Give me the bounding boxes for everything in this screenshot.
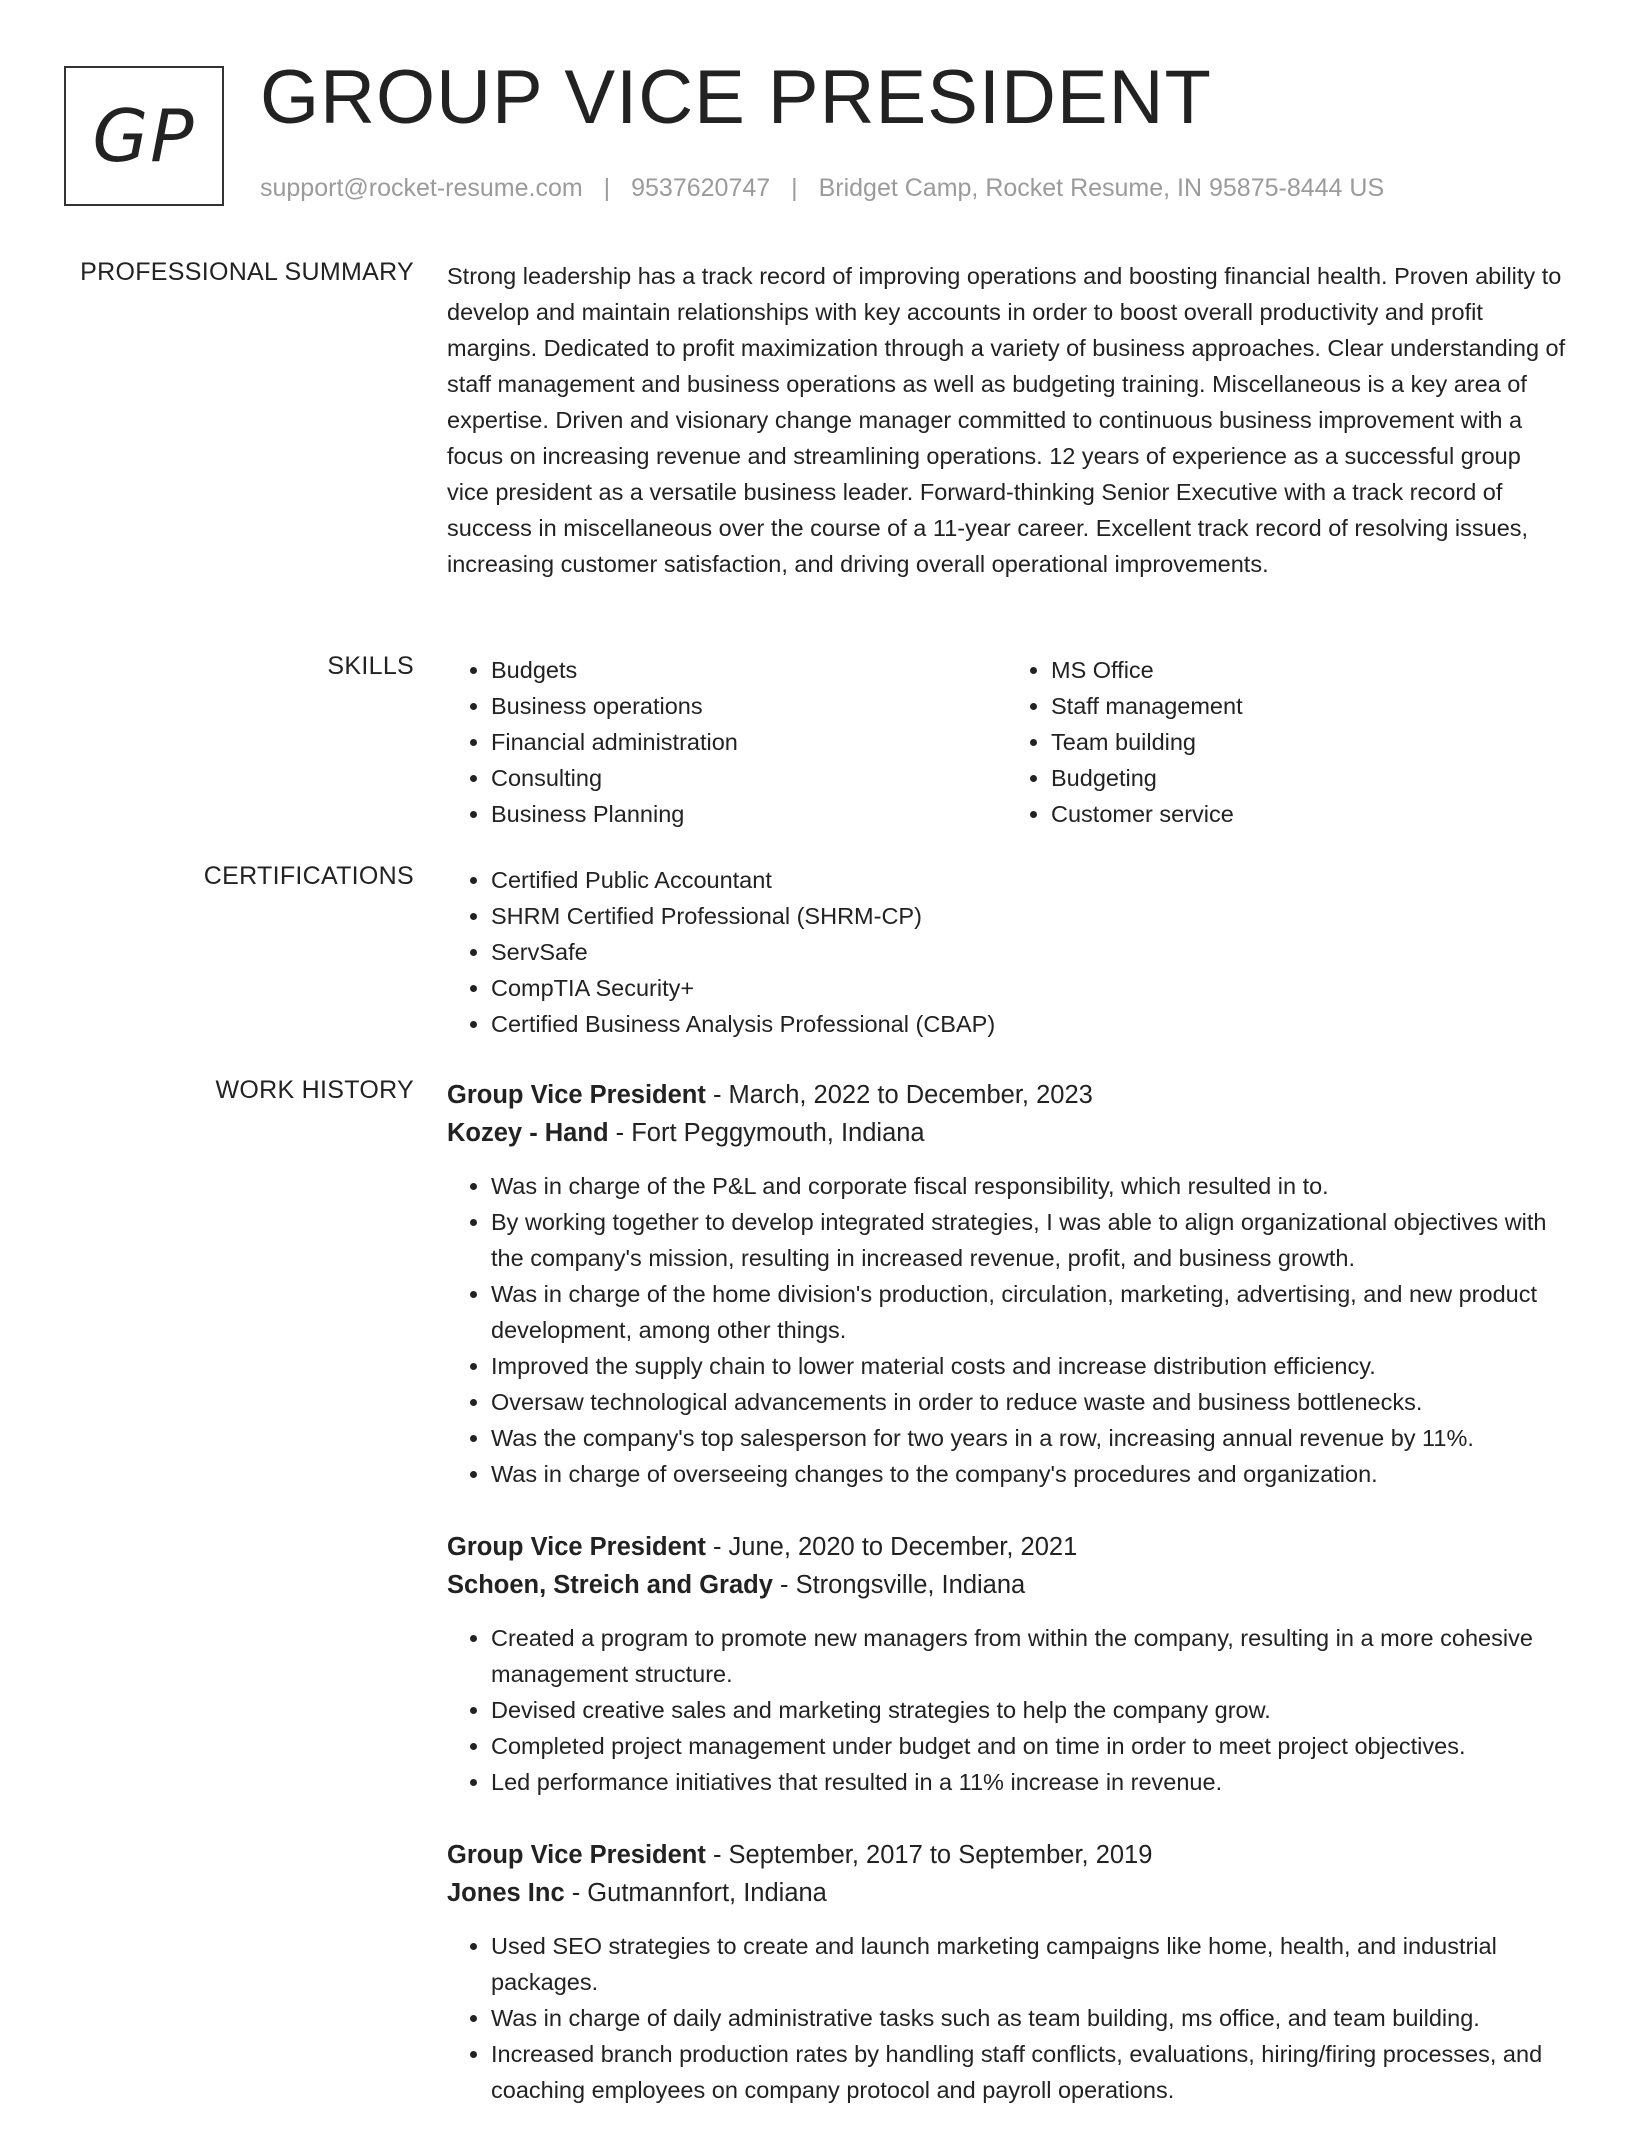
monogram-initials: GP: [92, 94, 196, 178]
job-title-line: [447, 1836, 1567, 1874]
summary-body: [447, 258, 1567, 582]
job-title-line: [447, 1076, 1567, 1114]
job-company-line: [447, 1114, 1567, 1152]
skill-item: • Staff management: [1051, 688, 1567, 724]
certification-item: • CompTIA Security+: [491, 970, 1567, 1006]
job-bullet: • Was in charge of daily administrative tasks such as team building, ms office, and team building.: [491, 2000, 1567, 2036]
job-bullet: • Completed project management under budget and on time in order to meet project objectives.: [491, 1728, 1567, 1764]
job-title: Group Vice President: [447, 1533, 706, 1561]
skill-item: • Customer service: [1051, 796, 1567, 832]
skill-item: • Budgets: [491, 652, 1007, 688]
skills-columns: [447, 652, 1567, 832]
job-bullet: • By working together to develop integrated strategies, I was able to align organizational objectives with the company's mission, resulting in increased revenue, profit, and business growth.: [491, 1204, 1567, 1276]
job-title-line: [447, 1528, 1567, 1566]
skills-heading: SKILLS: [327, 652, 414, 680]
job-entry: [447, 1836, 1567, 2108]
job-entry: [447, 1076, 1567, 1492]
contact-separator: |: [791, 174, 798, 202]
certifications-body: [447, 862, 1567, 1042]
certification-item: • SHRM Certified Professional (SHRM-CP): [491, 898, 1567, 934]
skill-item: • Team building: [1051, 724, 1567, 760]
job-company: Kozey - Hand: [447, 1119, 609, 1147]
job-company-line: [447, 1566, 1567, 1604]
job-location: - Strongsville, Indiana: [772, 1571, 1026, 1599]
contact-line: [260, 174, 1384, 203]
skill-item: • Financial administration: [491, 724, 1007, 760]
skill-item: • Business operations: [491, 688, 1007, 724]
job-bullet: • Increased branch production rates by handling staff conflicts, evaluations, hiring/firing processes, and coaching employees on company protocol and payroll operations.: [491, 2036, 1567, 2108]
job-bullet: • Devised creative sales and marketing strategies to help the company grow.: [491, 1692, 1567, 1728]
contact-email: support@rocket-resume.com: [260, 174, 583, 202]
job-bullet: • Was in charge of the home division's production, circulation, marketing, advertising, and new product development, among other things.: [491, 1276, 1567, 1348]
certifications-heading: CERTIFICATIONS: [203, 862, 414, 890]
skill-item: • Consulting: [491, 760, 1007, 796]
certification-item: • Certified Public Accountant: [491, 862, 1567, 898]
skills-column-2: [1007, 652, 1567, 832]
job-entry: [447, 1528, 1567, 1800]
job-bullet: • Was the company's top salesperson for two years in a row, increasing annual revenue by 11%.: [491, 1420, 1567, 1456]
job-bullet-list: [447, 1620, 1567, 1800]
work-history-heading: WORK HISTORY: [215, 1076, 414, 1104]
skill-item: • Business Planning: [491, 796, 1007, 832]
job-bullet: • Was in charge of overseeing changes to the company's procedures and organization.: [491, 1456, 1567, 1492]
summary-text: Strong leadership has a track record of improving operations and boosting financial health. Proven ability to develop and maintain relationships with key accounts in order to boost overall productivity and profit margins. Dedicated to profit maximization through a variety of business approaches. Clear understanding of staff management and business operations as well as budgeting training. Miscellaneous is a key area of expertise. Driven and visionary change manager committed to continuous business improvement with a focus on increasing revenue and streamlining operations. 12 years of experience as a successful group vice president as a versatile business leader. Forward-thinking Senior Executive with a track record of success in miscellaneous over the course of a 11-year career. Excellent track record of resolving issues, increasing customer satisfaction, and driving overall operational improvements.: [447, 263, 1566, 577]
job-title: Group Vice President: [447, 1081, 706, 1109]
job-bullet-list: [447, 1168, 1567, 1492]
job-title: Group Vice President: [447, 1841, 706, 1869]
summary-heading: PROFESSIONAL SUMMARY: [80, 258, 414, 286]
job-bullet: • Created a program to promote new managers from within the company, resulting in a more cohesive management structure.: [491, 1620, 1567, 1692]
job-dates: - September, 2017 to September, 2019: [705, 1841, 1153, 1869]
job-company: Schoen, Streich and Grady: [447, 1571, 773, 1599]
skills-body: [447, 652, 1567, 832]
job-location: - Gutmannfort, Indiana: [564, 1879, 827, 1907]
skill-item: • Budgeting: [1051, 760, 1567, 796]
certifications-list: [447, 862, 1567, 1042]
contact-phone: 9537620747: [631, 174, 771, 202]
job-company: Jones Inc: [447, 1879, 565, 1907]
job-bullet: • Oversaw technological advancements in order to reduce waste and business bottlenecks.: [491, 1384, 1567, 1420]
certification-item: • ServSafe: [491, 934, 1567, 970]
certification-item: • Certified Business Analysis Professional (CBAP): [491, 1006, 1567, 1042]
job-bullet: • Used SEO strategies to create and launch marketing campaigns like home, health, and industrial packages.: [491, 1928, 1567, 2000]
job-bullet: • Improved the supply chain to lower material costs and increase distribution efficiency.: [491, 1348, 1567, 1384]
contact-separator: |: [603, 174, 611, 202]
job-bullet-list: [447, 1928, 1567, 2108]
monogram-badge: [64, 66, 224, 206]
job-company-line: [447, 1874, 1567, 1912]
job-location: - Fort Peggymouth, Indiana: [608, 1119, 925, 1147]
job-dates: - June, 2020 to December, 2021: [705, 1533, 1078, 1561]
work-history-body: [447, 1076, 1567, 2144]
resume-title: GROUP VICE PRESIDENT: [260, 55, 1212, 140]
contact-address: Bridget Camp, Rocket Resume, IN 95875-8444 US: [818, 174, 1385, 202]
job-dates: - March, 2022 to December, 2023: [705, 1081, 1093, 1109]
job-bullet: • Led performance initiatives that resulted in a 11% increase in revenue.: [491, 1764, 1567, 1800]
job-bullet: • Was in charge of the P&L and corporate fiscal responsibility, which resulted in to.: [491, 1168, 1567, 1204]
skills-column-1: [447, 652, 1007, 832]
skill-item: • MS Office: [1051, 652, 1567, 688]
